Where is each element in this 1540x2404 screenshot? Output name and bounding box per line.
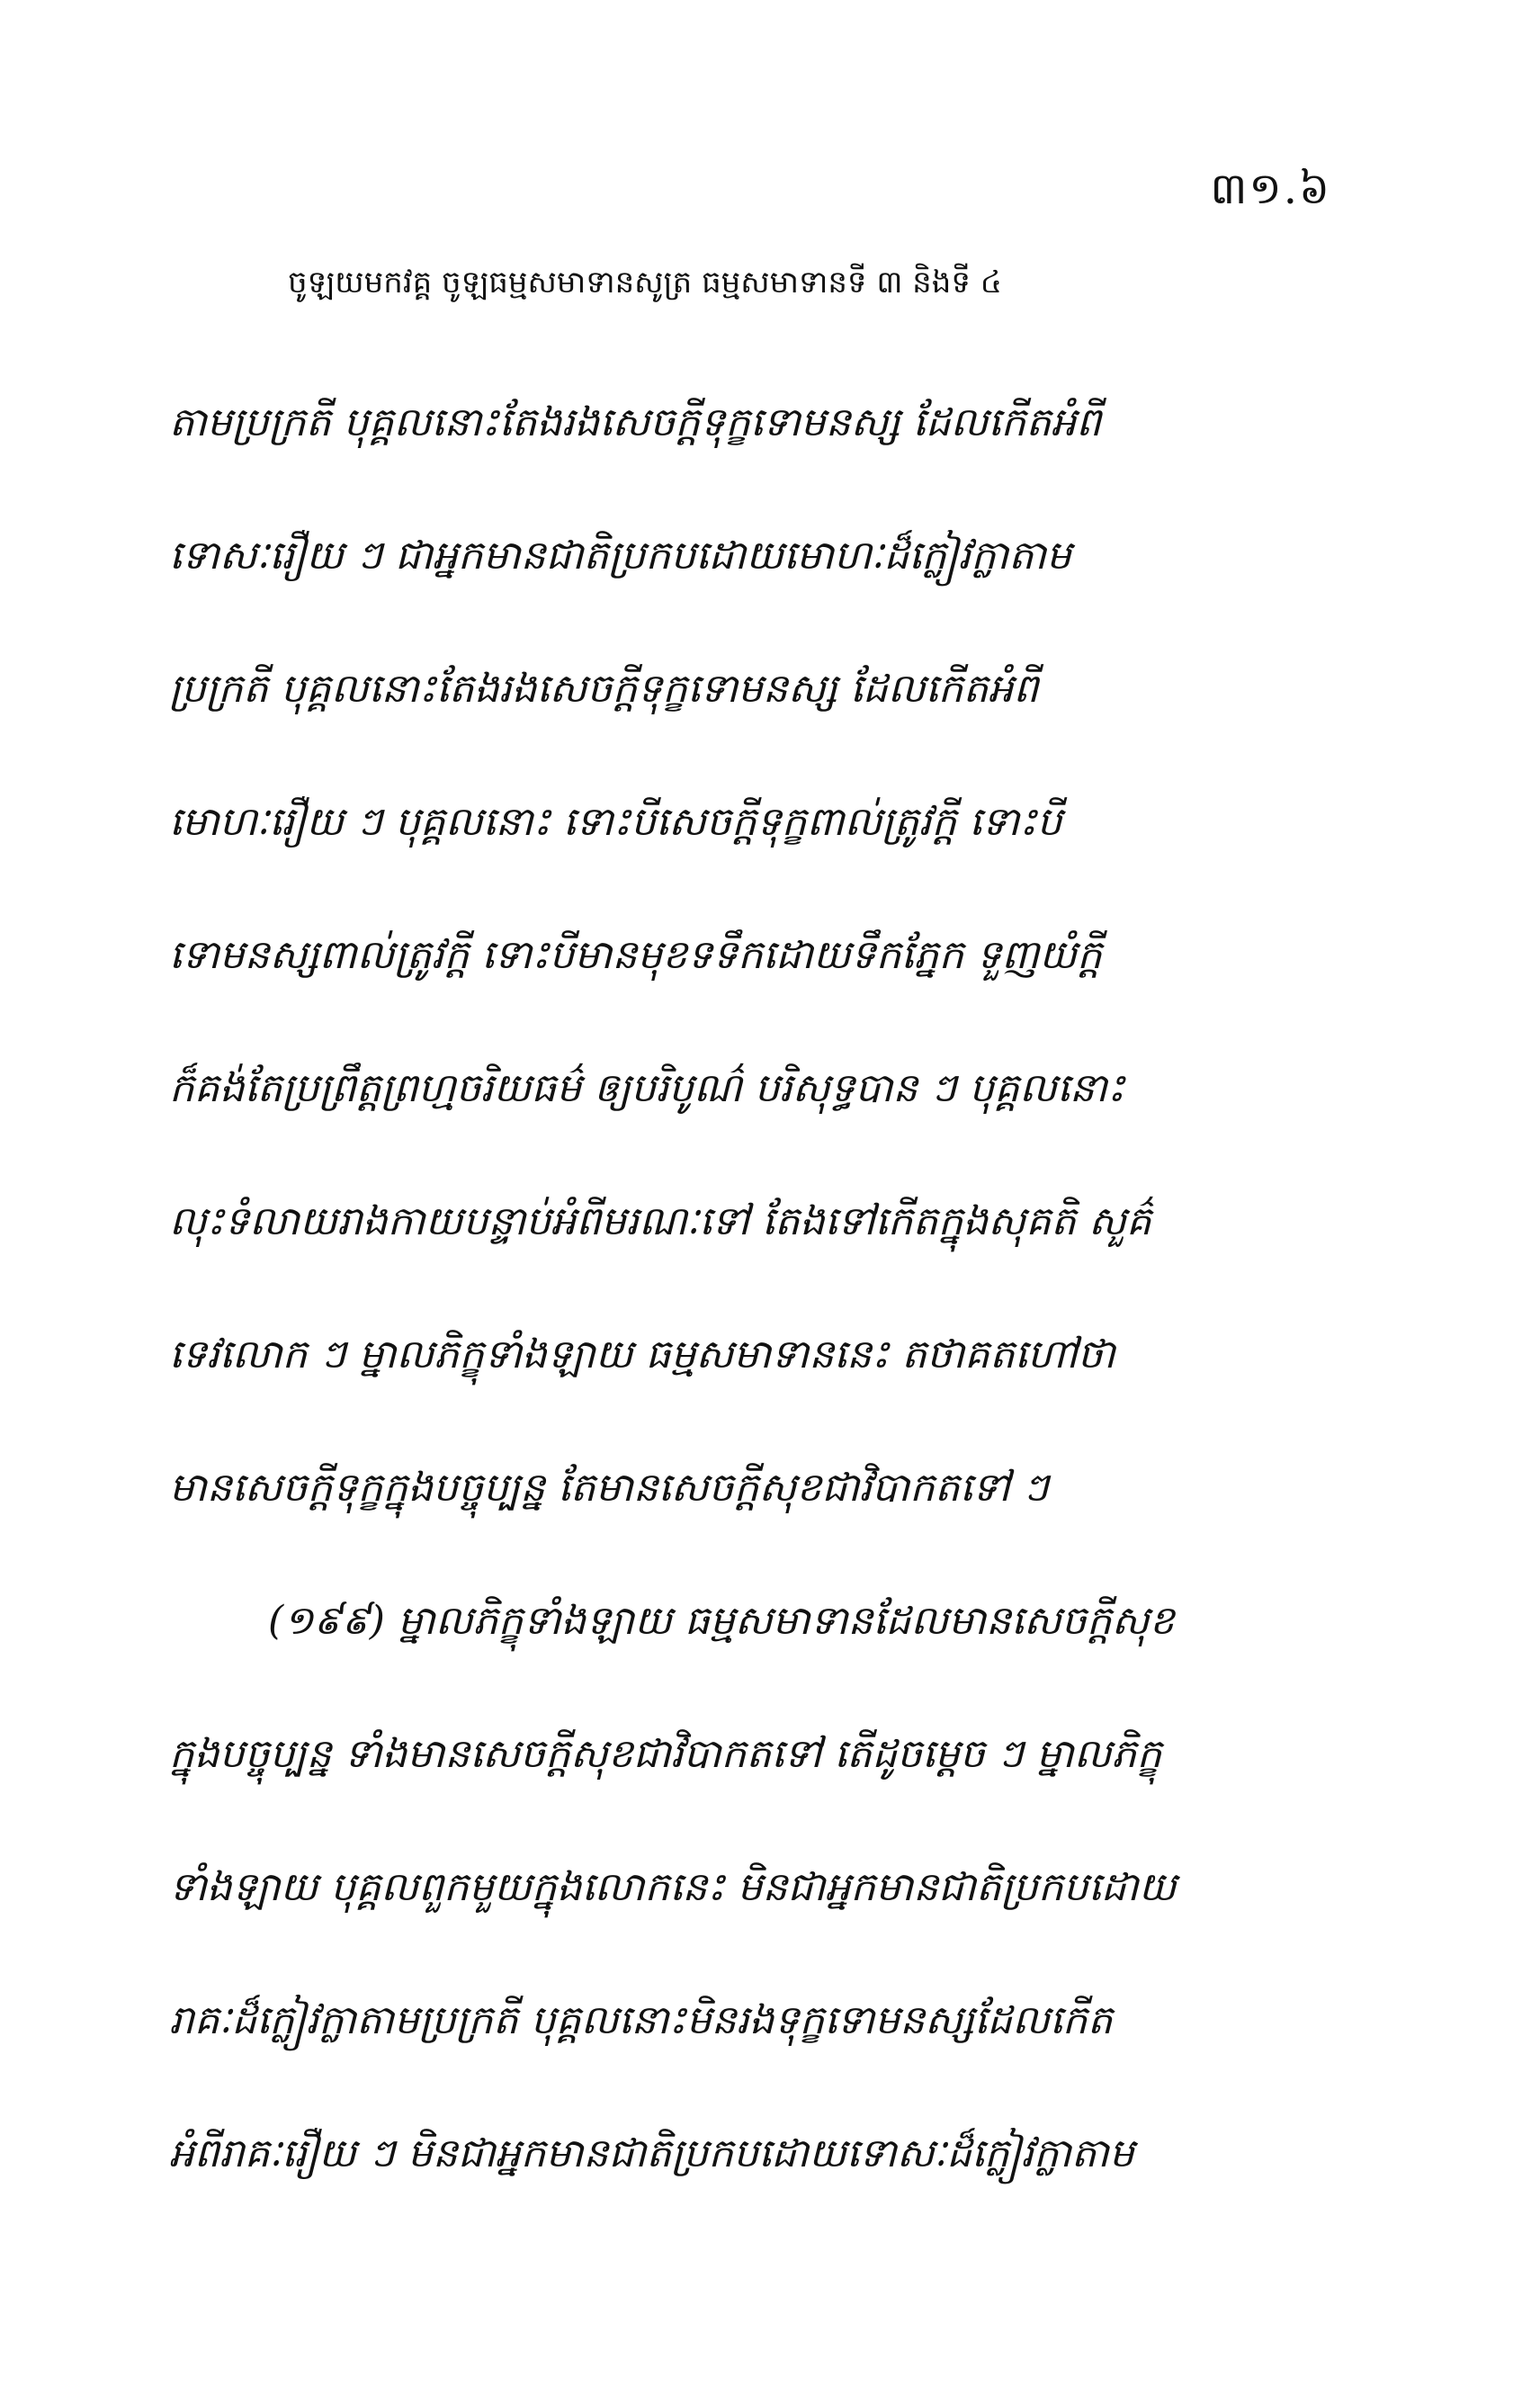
- text-line: តាមប្រក្រតី បុគ្គលនោះតែងរងសេចក្តីទុក្ខទោមនស្ស ដែលកើតអំពី: [169, 399, 1102, 445]
- text-line: ទាំងឡាយ បុគ្គលពួកមួយក្នុងលោកនេះ មិនជាអ្នកមានជាតិប្រកបដោយ: [169, 1864, 1177, 1910]
- text-line: ទេវលោក ៗ ម្នាលភិក្ខុទាំងឡាយ ធម្មសមាទាននេះ តថាគតហៅថា: [169, 1332, 1115, 1377]
- body-text: [169, 360, 1374, 2224]
- text-line: រាគៈដ៏ក្លៀវក្លាតាមប្រក្រតី បុគ្គលនោះមិនរងទុក្ខទោមនស្សដែលកើត: [169, 1997, 1113, 2043]
- text-line: លុះទំលាយរាងកាយបន្ទាប់អំពីមរណៈទៅ តែងទៅកើតក្នុងសុគតិ សួគ៌: [169, 1198, 1151, 1244]
- text-line: ក្នុងបច្ចុប្បន្ន ទាំងមានសេចក្តីសុខជាវិបាកតទៅ តើដូចម្តេច ៗ ម្នាលភិក្ខុ: [169, 1731, 1162, 1777]
- page-number: ៣១.៦: [1210, 164, 1331, 214]
- text-line: អំពីរាគៈរឿយ ៗ មិនជាអ្នកមានជាតិប្រកបដោយទោសៈដ៏ក្លៀវក្លាតាម: [169, 2130, 1134, 2176]
- text-line: ប្រក្រតី បុគ្គលនោះតែងរងសេចក្តីទុក្ខទោមនស្ស ដែលកើតអំពី: [169, 666, 1039, 712]
- text-line: ទោមនស្សពាល់ត្រូវក្តី ទោះបីមានមុខទទឹកដោយទឹកភ្នែក ទួញយំក្តី: [169, 932, 1103, 978]
- running-header: ចូឡយមកវគ្គ ចូឡធម្មសមាទានសូត្រ ធម្មសមាទានទី ៣ និងទី ៤: [288, 265, 1002, 300]
- text-line: ទោសៈរឿយ ៗ ជាអ្នកមានជាតិប្រកបដោយមោហៈដ៏ក្លៀវក្លាតាម: [169, 533, 1071, 579]
- text-line: មោហៈរឿយ ៗ បុគ្គលនោះ ទោះបីសេចក្តីទុក្ខពាល់ត្រូវក្តី ទោះបី: [169, 799, 1062, 845]
- text-line: ក៏គង់តែប្រព្រឹត្តព្រហ្មចរិយធម៌ ឲ្យបរិបូណ៌ បរិសុទ្ធបាន ៗ បុគ្គលនោះ: [169, 1065, 1125, 1111]
- text-line: មានសេចក្តីទុក្ខក្នុងបច្ចុប្បន្ន តែមានសេចក្តីសុខជាវិបាកតទៅ ៗ: [169, 1465, 1049, 1511]
- paragraph-start-line: (១៩៩) ម្នាលភិក្ខុទាំងឡាយ ធម្មសមាទានដែលមានសេចក្តីសុខ: [268, 1598, 1175, 1644]
